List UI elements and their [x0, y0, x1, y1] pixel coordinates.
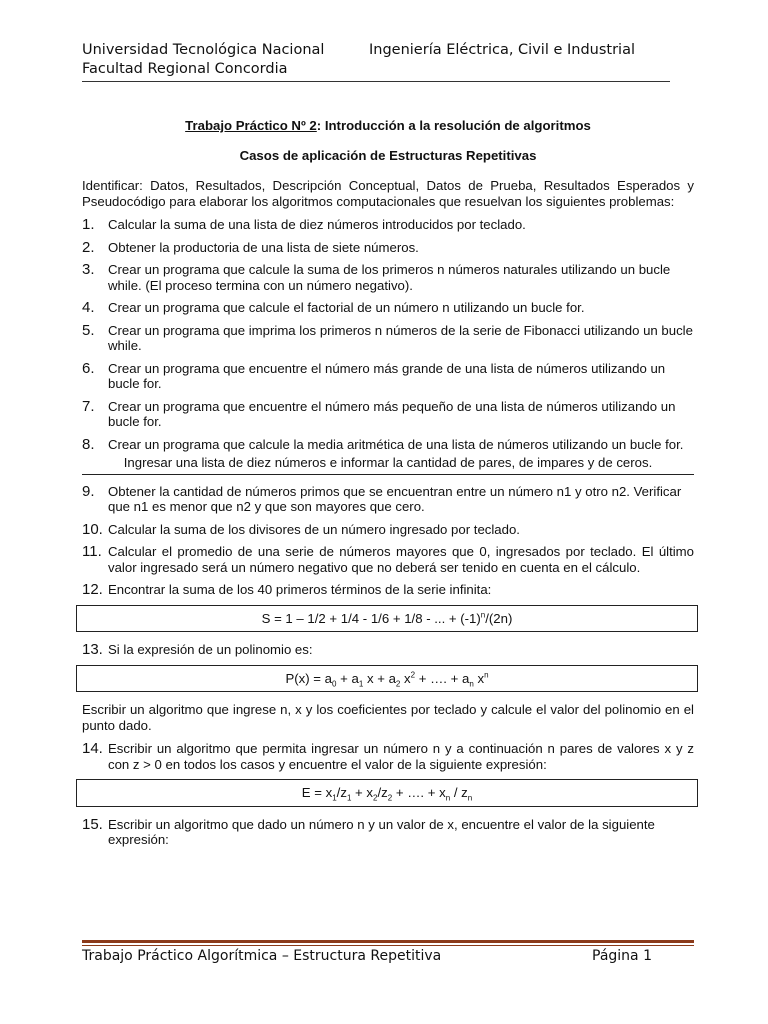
- item-text: Crear un programa que encuentre el número más pequeño de una lista de números utilizando un bucle for.: [108, 398, 676, 429]
- formula-part: + …. + a: [415, 670, 470, 686]
- item-text: Obtener la productoria de una lista de siete números.: [108, 239, 419, 255]
- formula-subscript: 2: [395, 679, 401, 689]
- page-footer: [82, 948, 652, 964]
- intro-paragraph: Identificar: Datos, Resultados, Descripción Conceptual, Datos de Prueba, Resultados Esperados y Pseudocódigo para elaborar los algoritmos computacionales que resuelvan los siguientes problemas:: [82, 178, 694, 209]
- item-number: 8.: [82, 435, 95, 453]
- item-text: Obtener la cantidad de números primos que se encuentran entre un número n1 y otro n2. Verificar que n1 es menor que n2 y que son mayores que cero.: [108, 483, 682, 514]
- formula-subscript: 2: [373, 793, 378, 803]
- item-number: 6.: [82, 359, 95, 377]
- item-text: Encontrar la suma de los 40 primeros términos de la serie infinita:: [108, 582, 492, 597]
- item-text: Escribir un algoritmo que dado un número n y un valor de x, encuentre el valor de la siguiente expresión:: [108, 816, 655, 847]
- formula-subscript: 1: [332, 793, 337, 803]
- item-number: 10.: [82, 520, 103, 538]
- item-number: 9.: [82, 482, 95, 500]
- footer-title: Trabajo Práctico Algorítmica – Estructura Repetitiva: [82, 948, 442, 964]
- item-text: Calcular la suma de una lista de diez números introducidos por teclado.: [108, 217, 526, 232]
- formula-s-exponent: n: [480, 610, 486, 620]
- item-number: 4.: [82, 299, 95, 316]
- formula-part: x + a: [363, 670, 396, 686]
- formula-p-box: [76, 665, 698, 693]
- list-item: [82, 262, 694, 293]
- formula-part: x: [400, 670, 411, 686]
- item-text: Crear un programa que imprima los primeros n números de la serie de Fibonacci utilizando un bucle while.: [108, 322, 693, 353]
- formula-part: / z: [450, 785, 468, 800]
- list-item: [82, 399, 694, 430]
- formula-subscript: 0: [332, 679, 337, 689]
- list-item: [82, 240, 694, 256]
- formula-subscript: n: [467, 793, 473, 803]
- formula-part: + a: [336, 670, 359, 686]
- formula-part: /z: [336, 785, 347, 800]
- document-body: [82, 118, 694, 855]
- item-number: 11.: [82, 543, 102, 560]
- department-name: Ingeniería Eléctrica, Civil e Industrial: [369, 42, 635, 58]
- header-divider: [82, 81, 670, 82]
- formula-part: + …. + x: [392, 785, 446, 800]
- page-header: [82, 41, 670, 79]
- page-number: Página 1: [592, 948, 652, 964]
- item-text: Escribir un algoritmo que permita ingresar un número n y a continuación n pares de valores x y z con z > 0 en todos los casos y encuentre el valor de la siguiente expresión:: [108, 741, 694, 772]
- item-text: Crear un programa que calcule el factorial de un número n utilizando un bucle for.: [108, 300, 585, 315]
- list-item: [82, 437, 694, 453]
- title-prefix: Trabajo Práctico Nº 2: [185, 118, 317, 133]
- paragraph-13: Escribir un algoritmo que ingrese n, x y los coeficientes por teclado y calcule el valor del polinomio en el punto dado.: [82, 702, 694, 733]
- formula-part: /z: [377, 785, 388, 800]
- formula-part: E = x: [301, 785, 333, 800]
- formula-s-main: S = 1 – 1/2 + 1/4 - 1/6 + 1/8 - ... + (-1): [261, 610, 481, 626]
- item-number: 14.: [82, 740, 103, 757]
- item-text: Crear un programa que encuentre el número más grande de una lista de números utilizando un bucle for.: [108, 360, 666, 391]
- item-text: Calcular la suma de los divisores de un número ingresado por teclado.: [108, 521, 520, 537]
- footer-divider-thin: [82, 945, 694, 946]
- formula-s-box: [76, 605, 698, 633]
- list-item: [82, 361, 694, 392]
- formula-exponent: n: [484, 670, 489, 680]
- item-number: 3.: [82, 261, 95, 278]
- item-number: 1.: [82, 216, 95, 233]
- item-text: Si la expresión de un polinomio es:: [108, 642, 313, 657]
- list-item: [82, 522, 694, 538]
- document-title: [82, 118, 694, 134]
- section-note: Ingresar una lista de diez números e informar la cantidad de pares, de impares y de ceros.: [82, 455, 694, 475]
- list-item: [82, 300, 694, 316]
- formula-exponent: 2: [410, 670, 416, 680]
- formula-subscript: 1: [358, 679, 364, 689]
- item-number: 12.: [82, 581, 103, 598]
- list-item: [82, 582, 694, 598]
- list-item: [82, 323, 694, 354]
- university-name: Universidad Tecnológica Nacional: [82, 42, 325, 58]
- list-item: [82, 741, 694, 772]
- formula-subscript: 1: [346, 793, 352, 803]
- item-number: 2.: [82, 238, 95, 256]
- formula-part: + x: [351, 785, 374, 800]
- item-number: 5.: [82, 321, 95, 339]
- list-item: [82, 642, 694, 658]
- item-number: 7.: [82, 397, 95, 415]
- document-subtitle: Casos de aplicación de Estructuras Repetitivas: [239, 147, 537, 163]
- footer-divider: [82, 940, 694, 943]
- item-text: Crear un programa que calcule la suma de los primeros n números naturales utilizando un bucle while. (El proceso termina con un número negativo).: [108, 262, 671, 293]
- faculty-name: Facultad Regional Concordia: [82, 61, 288, 77]
- formula-part: x: [473, 670, 485, 686]
- list-item: [82, 817, 694, 848]
- list-item: [82, 544, 694, 575]
- item-number: 15.: [82, 815, 103, 833]
- formula-s-tail: /(2n): [485, 610, 513, 626]
- item-number: 13.: [82, 641, 103, 658]
- list-item: [82, 484, 694, 515]
- item-text: Crear un programa que calcule la media aritmética de una lista de números utilizando un bucle for.: [108, 436, 684, 452]
- formula-subscript: n: [469, 679, 474, 689]
- formula-subscript: 2: [387, 793, 393, 803]
- title-suffix: : Introducción a la resolución de algoritmos: [316, 118, 591, 133]
- formula-part: P(x) = a: [285, 670, 333, 686]
- list-item: [82, 217, 694, 233]
- item-text: Calcular el promedio de una serie de números mayores que 0, ingresados por teclado. El último valor ingresado será un número negativo que no deberá ser tenido en cuenta en el cálculo.: [108, 544, 694, 575]
- formula-e-box: [76, 779, 698, 807]
- formula-subscript: n: [445, 793, 451, 803]
